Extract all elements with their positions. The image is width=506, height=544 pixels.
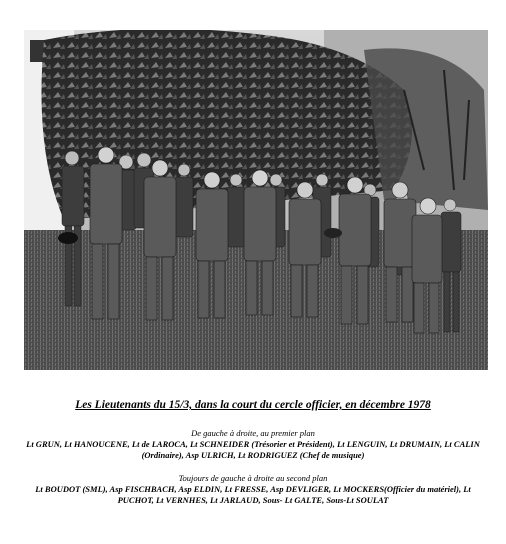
back-row-heading: Toujours de gauche à droite au second plan (178, 473, 328, 483)
group-photo-image (24, 30, 488, 370)
group-photo (24, 30, 488, 370)
back-row-names: Lt BOUDOT (SML), Asp FISCHBACH, Asp ELDIN, Lt FRESSE, Asp DEVLIGER, Lt MOCKERS(Officier du matériel), Lt PUCHOT, Lt VERNHES, Lt JARLAUD, Sous- Lt GALTE, Sous-Lt SOULAT (35, 484, 471, 505)
photo-caption-title: Les Lieutenants du 15/3, dans la court du cercle officier, en décembre 1978 (75, 399, 431, 411)
front-row-names: Lt GRUN, Lt HANOUCENE, Lt de LAROCA, Lt SCHNEIDER (Trésorier et Président), Lt LENGUIN, Lt DRUMAIN, Lt CALIN (Ordinaire), Asp ULRICH, Lt RODRIGUEZ (Chef de musique) (26, 439, 480, 460)
front-row-heading: De gauche à droite, au premier plan (191, 428, 315, 438)
